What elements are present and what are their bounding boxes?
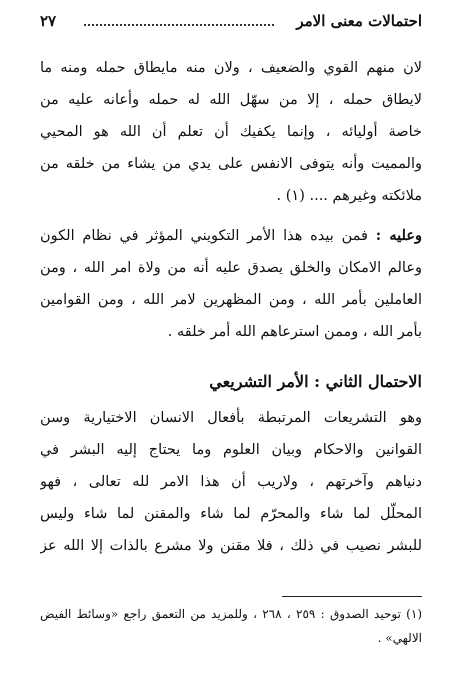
text-line: المحلّل لما شاء والمحرّم لما شاء والمقنن لما شاء وليس [40, 506, 422, 522]
paragraph-3 [40, 402, 422, 562]
page-number: ٢٧ [40, 12, 57, 30]
text-line: خاصة أوليائه ، وإنما يكفيك أن تعلم أن الله هو المحيي [40, 124, 422, 140]
paragraph-1 [40, 52, 422, 212]
footnote [40, 602, 422, 650]
text-line: وهو التشريعات المرتبطة بأفعال الانسان الاختيارية وسن [40, 410, 422, 426]
paragraph-2 [40, 220, 422, 348]
paragraph-lead: وعليه : [375, 227, 422, 244]
text-line: لان منهم القوي والضعيف ، ولان منه مايطاق حمله ومنه ما [40, 60, 422, 76]
text-line: العاملين بأمر الله ، ومن المظهرين لامر الله ، ومن القوامين [40, 292, 422, 308]
footnote-line: الالهي» . [377, 631, 422, 645]
text-line: دنياهم وآخرتهم ، ولاريب أن هذا الامر لله تعالى ، فهو [40, 474, 422, 490]
text-line: وعالم الامكان والخلق يصدق عليه أنه من ولاة امر الله ، ومن [40, 260, 422, 276]
text-span: فمن بيده هذا الأمر التكويني المؤثر في نظام الكون [40, 228, 368, 244]
text-line [40, 220, 422, 252]
footnote-separator [282, 596, 422, 597]
header-dot-leader [84, 16, 274, 26]
text-line: بأمر الله ، وممن استرعاهم الله أمر خلقه . [167, 324, 422, 340]
text-line: لايطاق حمله ، إلا من سهّل الله له حمله وأعانه عليه من [40, 92, 422, 108]
footnote-line: (١) توحيد الصدوق : ٢٥٩ ، ٢٦٨ ، وللمزيد من التعمق راجع «وسائط الفيض [40, 607, 422, 621]
header-title: احتمالات معنى الامر [296, 12, 422, 30]
section-heading: الاحتمال الثاني : الأمر التشريعي [209, 372, 422, 391]
text-line: القوانين والاحكام وبيان العلوم وما يحتاج إليه البشر في [40, 442, 422, 458]
text-line: للبشر نصيب في ذلك ، فلا مقنن ولا مشرع بالذات إلا الله عز [40, 538, 422, 554]
text-line: والمميت وأنه يتوفى الانفس على يدي من يشاء من خلقه من [40, 156, 422, 172]
text-line: ملائكته وغيرهم .... (١) . [276, 188, 422, 204]
running-header [40, 12, 422, 34]
